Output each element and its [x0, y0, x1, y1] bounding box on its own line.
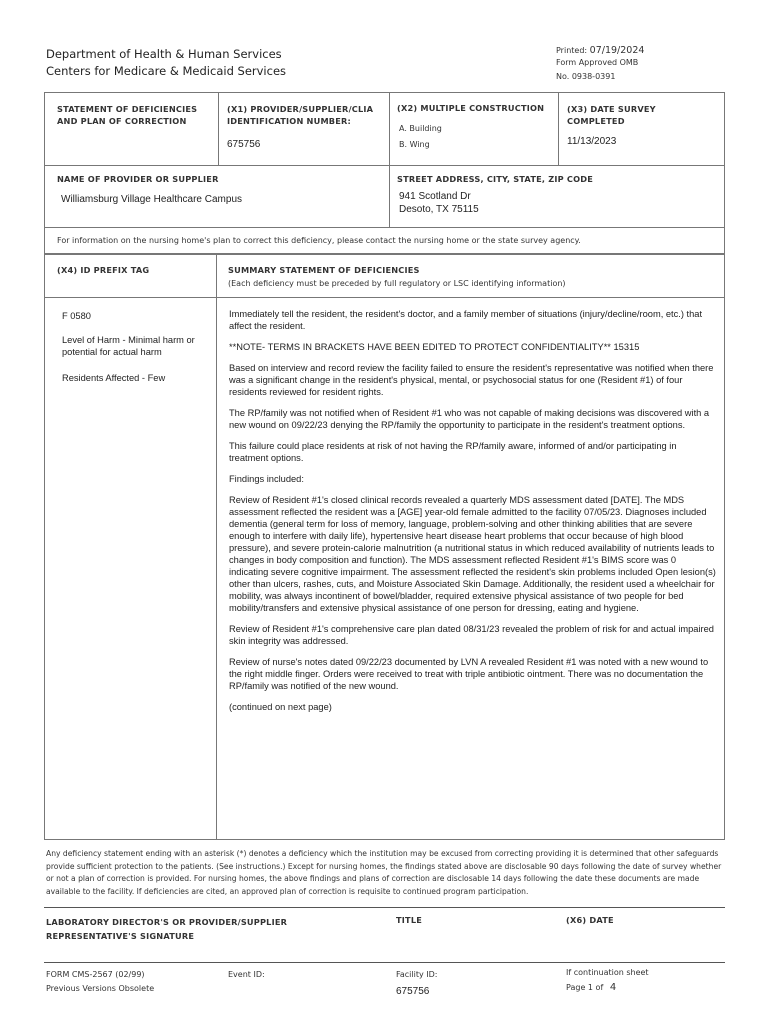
printed-line — [556, 45, 644, 56]
title-label: TITLE — [396, 915, 423, 925]
summary-body — [229, 308, 717, 722]
form-approved: Form Approved OMB — [556, 58, 639, 67]
event-id-label: Event ID: — [228, 970, 265, 979]
x4-label: (X4) ID PREFIX TAG — [57, 265, 150, 275]
x1-value: 675756 — [227, 139, 261, 150]
centers-title: Centers for Medicare & Medicaid Services — [46, 64, 287, 78]
previous-versions: Previous Versions Obsolete — [46, 984, 155, 993]
form-number: FORM CMS-2567 (02/99) — [46, 970, 145, 979]
facility-id-label: Facility ID: — [396, 970, 438, 979]
paragraph: Review of Resident #1's comprehensive care plan dated 08/31/23 revealed the problem of risk for and actual impaired skin integrity was addressed. — [229, 624, 714, 646]
provider-value: Williamsburg Village Healthcare Campus — [61, 194, 243, 205]
paragraph: Immediately tell the resident, the resident's doctor, and a family member of situations (injury/decline/room, etc.) that affect the resident. — [229, 309, 703, 331]
summary-sub: (Each deficiency must be preceded by full regulatory or LSC identifying information) — [228, 279, 566, 288]
director-signature-label: LABORATORY DIRECTOR'S OR PROVIDER/SUPPLIER REPRESENTATIVE'S SIGNATURE — [46, 917, 288, 941]
address-line1: 941 Scotland Dr — [399, 191, 471, 202]
continued-note: (continued on next page) — [229, 702, 332, 712]
paragraph: Review of Resident #1's closed clinical records revealed a quarterly MDS assessment dated [DATE]. The MDS assessment reflected the resident was a [AGE] year-old female admitted to the facility 07/05/23. Diagnoses included dementia (general term for loss of memory, language, problem-solving and other thinking abilities that are severe enough to interfere with daily life), hypertensive heart disease heart problems that occur because of high blood pressure), and severe protein-calorie malnutrition (a nutritional status in which reduced availability of nutrients leads to changes in body composition and function). The MDS assessment reflected Resident #1's BIMS score was 0 indicating severe cognitive impairment. The assessment reflected the resident's skin problems included Open lesion(s) other than ulcers, rashes, cuts, and Moisture Associated Skin Damage. Additionally, the resident used a wheelchair for mobility, was always incontinent of bowel/bladder, required extensive physical assistance of two people for bed mobility/transfers and extensive physical assistance of one person for dressing, eating and hygiene. — [229, 495, 716, 613]
x1-label: (X1) PROVIDER/SUPPLIER/CLIA IDENTIFICATION NUMBER: — [227, 104, 374, 126]
paragraph: The RP/family was not notified when of Resident #1 who was not capable of making decisions was discovered with a new wound on 09/22/23 denying the RP/family the opportunity to participate in the resident's treatment options. — [229, 408, 710, 430]
facility-id-value: 675756 — [396, 986, 430, 997]
page-total: 4 — [609, 982, 617, 993]
residents-affected: Residents Affected - Few — [62, 373, 166, 383]
continuation-label: If continuation sheet — [566, 968, 649, 977]
paragraph: **NOTE- TERMS IN BRACKETS HAVE BEEN EDITED TO PROTECT CONFIDENTIALITY** 15315 — [229, 342, 640, 352]
x2-label: (X2) MULTIPLE CONSTRUCTION — [397, 103, 545, 113]
paragraph: Review of nurse's notes dated 09/22/23 documented by LVN A revealed Resident #1 was noted with a new wound to the right middle finger. Orders were received to treat with triple antibiotic ointment. There was no documentation the RP/family was notified of the new wound. — [229, 657, 709, 691]
page-indicator — [566, 982, 616, 993]
paragraph: Findings included: — [229, 474, 304, 484]
statement-label: STATEMENT OF DEFICIENCIES AND PLAN OF CORRECTION — [57, 104, 198, 126]
page-label: Page 1 of — [566, 983, 604, 992]
printed-date: 07/19/2024 — [589, 45, 645, 56]
x3-label: (X3) DATE SURVEY COMPLETED — [567, 104, 656, 126]
harm-level: Level of Harm - Minimal harm or potential for actual harm — [62, 335, 195, 357]
x2-building: A. Building — [399, 124, 442, 133]
disclaimer-text: Any deficiency statement ending with an asterisk (*) denotes a deficiency which the institution may be excused from correcting providing it is determined that other safeguards provide sufficient protection to the patients. (See instructions.) Except for nursing homes, the findings stated above are disclosable 90 days following the date of survey whether or not a plan of correction is provided. For nursing homes, the above findings and plans of correction are disclosable 14 days following the date these documents are made available to the facility. If deficiencies are cited, an approved plan of correction is requisite to continued program participation. — [46, 849, 722, 896]
department-title: Department of Health & Human Services — [46, 47, 282, 61]
provider-label: NAME OF PROVIDER OR SUPPLIER — [57, 174, 219, 184]
x2-wing: B. Wing — [399, 140, 430, 149]
omb-number: No. 0938-0391 — [556, 72, 616, 81]
tag-id: F 0580 — [62, 311, 91, 321]
paragraph: Based on interview and record review the facility failed to ensure the resident's representative was notified when there was a significant change in the resident's physical, mental, or psychosocial status for one (Resident #1) of four residents reviewed for resident rights. — [229, 363, 714, 397]
address-label: STREET ADDRESS, CITY, STATE, ZIP CODE — [397, 174, 594, 184]
paragraph: This failure could place residents at risk of not having the RP/family aware, informed of and/or participating in treatment options. — [229, 441, 677, 463]
printed-label: Printed: — [556, 46, 588, 55]
summary-label: SUMMARY STATEMENT OF DEFICIENCIES — [228, 265, 420, 275]
x3-value: 11/13/2023 — [567, 136, 617, 147]
address-line2: Desoto, TX 75115 — [399, 204, 479, 215]
date-label: (X6) DATE — [566, 915, 614, 925]
info-note: For information on the nursing home's plan to correct this deficiency, please contact the nursing home or the state survey agency. — [57, 236, 581, 245]
